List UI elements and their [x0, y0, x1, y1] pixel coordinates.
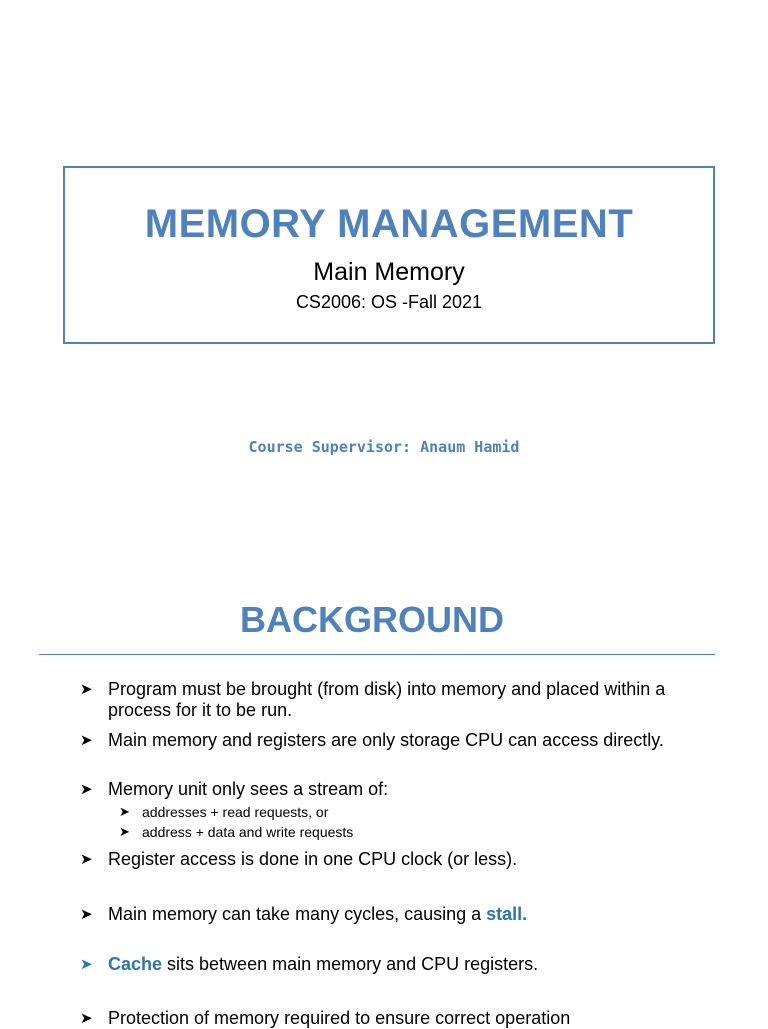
slide-subtitle: Main Memory [313, 258, 465, 286]
arrow-bullet-icon: ➤ [119, 804, 130, 819]
slide-title: MEMORY MANAGEMENT [144, 202, 634, 246]
arrow-bullet-icon: ➤ [80, 851, 93, 868]
bullet-text: Protection of memory required to ensure correct operation [108, 1008, 571, 1028]
arrow-bullet-icon: ➤ [80, 956, 93, 973]
bullet-text: Register access is done in one CPU clock (or less). [108, 849, 518, 869]
bullet-text-part: sits between main memory and CPU registers. [162, 954, 539, 974]
arrow-bullet-icon: ➤ [80, 781, 93, 798]
arrow-bullet-icon: ➤ [80, 1010, 93, 1027]
highlight-term: stall. [486, 904, 528, 924]
course-supervisor: Course Supervisor: Anaum Hamid [248, 438, 520, 456]
bullet-text: Memory unit only sees a stream of: [108, 779, 389, 799]
arrow-bullet-icon: ➤ [80, 681, 93, 698]
bullet-text [108, 904, 720, 925]
arrow-bullet-icon: ➤ [80, 732, 93, 749]
bullet-text: Main memory and registers are only storage CPU can access directly. [108, 730, 664, 750]
background-title: BACKGROUND [240, 599, 504, 640]
sub-bullet-text: addresses + read requests, or [142, 804, 329, 820]
arrow-bullet-icon: ➤ [119, 824, 130, 839]
title-box [63, 166, 715, 344]
course-code: CS2006: OS -Fall 2021 [295, 292, 483, 312]
arrow-bullet-icon: ➤ [80, 906, 93, 923]
bullet-text: Program must be brought (from disk) into memory and placed within a process for it to be run. [108, 679, 666, 720]
sub-bullet-text: address + data and write requests [142, 824, 354, 840]
title-divider [39, 654, 715, 655]
bullet-text [108, 954, 720, 975]
bullet-text-part: Main memory can take many cycles, causing a [108, 904, 487, 924]
highlight-term: Cache [108, 954, 163, 974]
